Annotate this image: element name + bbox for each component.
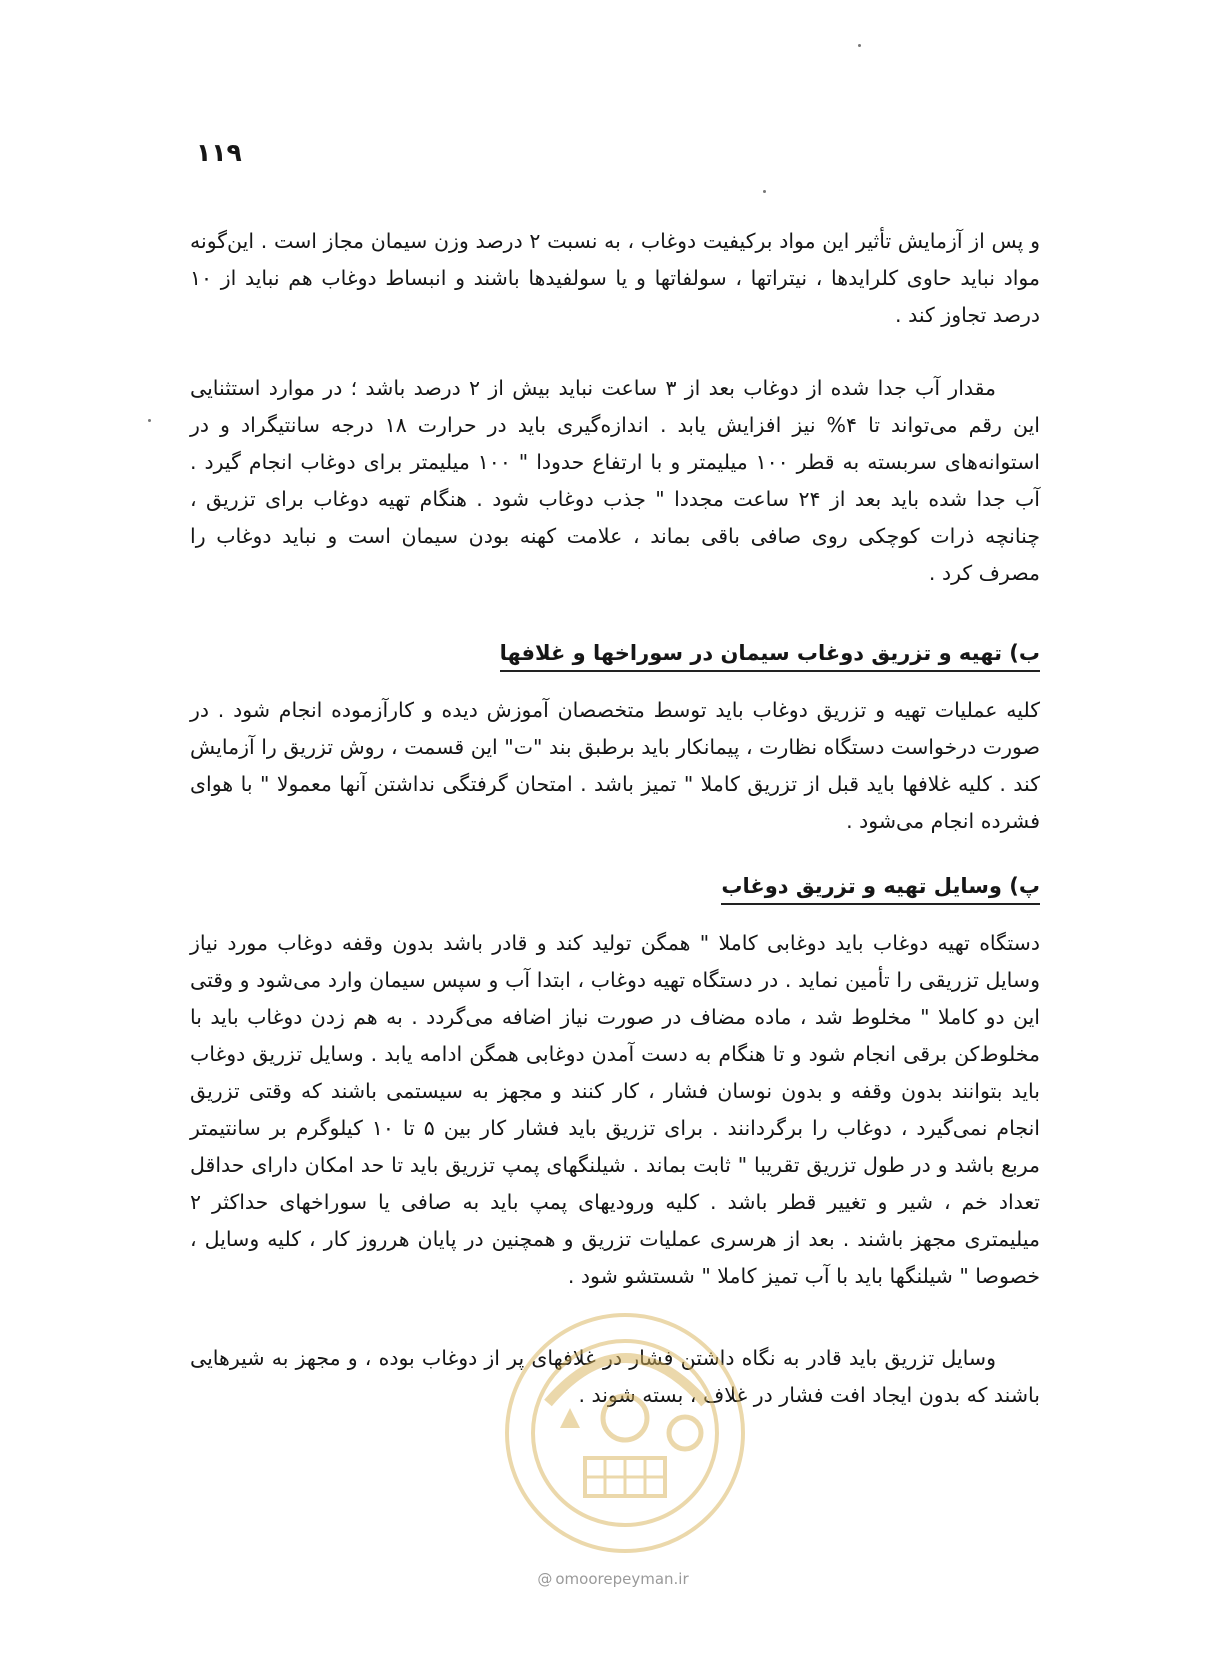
- section-heading-p: پ) وسایل تهیه و تزریق دوغاب: [721, 871, 1040, 905]
- watermark-url: @ omoorepeyman.ir: [537, 1570, 689, 1588]
- paragraph-1: و پس از آزمایش تأثیر این مواد برکیفیت دوغاب ، به نسبت ۲ درصد وزن سیمان مجاز است . این‌گونه مواد نباید حاوی کلرایدها ، نیتراتها ، سولفاتها و یا سولفیدها باشند و انبساط دوغاب هم نباید از ۱۰ درصد تجاوز کند .: [190, 229, 1040, 327]
- scan-speck: [148, 419, 151, 422]
- paragraph-3: کلیه عملیات تهیه و تزریق دوغاب باید توسط متخصصان آموزش دیده و کارآزموده انجام شود . در صورت درخواست دستگاه نظارت ، پیمانکار باید برطبق بند "ت" این قسمت ، روش تزریق را آزمایش کند . کلیه غلافها باید قبل از تزریق کاملا " تمیز باشد . امتحان گرفتگی نداشتن آنها معمولا " با هوای فشرده انجام می‌شود .: [190, 698, 1040, 833]
- section-heading-b: ب) تهیه و تزریق دوغاب سیمان در سوراخها و غلافها: [500, 638, 1040, 672]
- page-number: ۱۱۹: [196, 138, 242, 167]
- paragraph-2: مقدار آب جدا شده از دوغاب بعد از ۳ ساعت نباید بیش از ۲ درصد باشد ؛ در موارد استثنایی این رقم می‌تواند تا ۴% نیز افزایش یابد . اندازه‌گیری باید در حرارت ۱۸ درجه سانتیگراد و در استوانه‌های سربسته به قطر ۱۰۰ میلیمتر و با ارتفاع حدودا " ۱۰۰ میلیمتر برای دوغاب انجام گیرد . آب جدا شده باید بعد از ۲۴ ساعت مجددا " جذب دوغاب شود . هنگام تهیه دوغاب برای تزریق ، چنانچه ذرات کوچکی روی صافی باقی بماند ، علامت کهنه بودن سیمان است و نباید دوغاب را مصرف کرد .: [190, 376, 1040, 585]
- scan-speck: [858, 44, 861, 47]
- paragraph-5: وسایل تزریق باید قادر به نگاه داشتن فشار در غلافهای پر از دوغاب بوده ، و مجهز به شیرهایی باشند که بدون ایجاد افت فشار در غلاف ، بسته شوند .: [190, 1346, 1040, 1407]
- paragraph-4: دستگاه تهیه دوغاب باید دوغابی کاملا " همگن تولید کند و قادر باشد بدون وقفه دوغاب مورد نیاز وسایل تزریقی را تأمین نماید . در دستگاه تهیه دوغاب ، ابتدا آب و سپس سیمان وارد می‌شود و وقتی این دو کاملا " مخلوط شد ، ماده مضاف در صورت نیاز اضافه می‌گردد . به هم زدن دوغاب باید با مخلوط‌کن برقی انجام شود و تا هنگام به دست آمدن دوغابی همگن ادامه یابد . وسایل تزریق دوغاب باید بتوانند بدون وقفه و بدون نوسان فشار ، کار کنند و مجهز به سیستمی باشند که وقتی تزریق انجام نمی‌گیرد ، دوغاب را برگردانند . برای تزریق باید فشار کار بین ۵ تا ۱۰ کیلوگرم بر سانتیمتر مربع باشد و در طول تزریق تقریبا " ثابت بماند . شیلنگهای پمپ تزریق باید تا حد امکان دارای حداقل تعداد خم ، شیر و تغییر قطر باشد . کلیه ورودیهای پمپ باید به صافی یا سوراخهای حداکثر ۲ میلیمتری مجهز باشند . بعد از هرسری عملیات تزریق و همچنین در پایان هرروز کار ، کلیه وسایل ، خصوصا " شیلنگها باید با آب تمیز کاملا " شستشو شود .: [190, 931, 1040, 1288]
- scan-speck: [763, 190, 766, 193]
- at-sign-icon: @: [537, 1570, 553, 1588]
